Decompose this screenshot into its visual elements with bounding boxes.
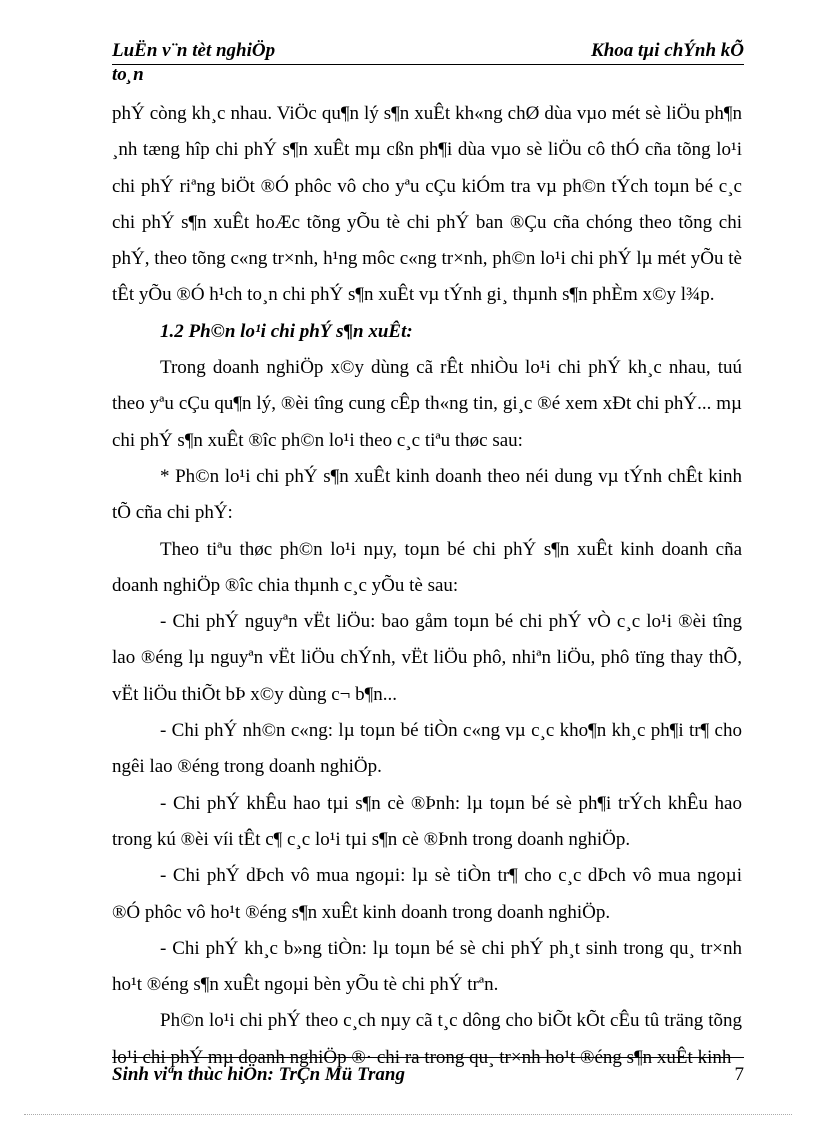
section-heading: 1.2 Ph©n lo¹i chi phÝ s¶n xuÊt: — [160, 320, 413, 342]
document-body — [112, 96, 742, 1076]
paragraph: Theo tiªu thøc ph©n lo¹i nµy, toµn bé chi phÝ s¶n xuÊt kinh doanh cña doanh nghiÖp ®îc chia thµnh c¸c yÕu tè sau: — [112, 538, 742, 596]
header-faculty: Khoa tµi chÝnh kÕ — [591, 40, 744, 61]
list-item-services: - Chi phÝ dÞch vô mua ngoµi: lµ sè tiÒn tr¶ cho c¸c dÞch vô mua ngoµi ®Ó phôc vô ho¹t ®éng s¶n xuÊt kinh doanh trong doanh nghiÖp. — [112, 865, 742, 923]
header-thesis-title: LuËn v¨n tèt nghiÖp — [112, 40, 276, 61]
footer-author: Sinh viªn thùc hiÖn: TrÇn Mü Trang — [112, 1064, 405, 1085]
paragraph: * Ph©n lo¹i chi phÝ s¶n xuÊt kinh doanh theo néi dung vµ tÝnh chÊt kinh tÕ cña chi phÝ: — [112, 465, 742, 524]
paragraph: Ph©n lo¹i chi phÝ theo c¸ch nµy cã t¸c dông cho biÕt kÕt cÊu tû träng tõng lo¹i chi phÝ mµ doanh nghiÖp ®· chi ra trong qu¸ tr×nh ho¹t ®éng s¶n xuÊt kinh — [112, 1010, 742, 1068]
header-faculty-continuation: to¸n — [112, 64, 144, 85]
page-number: 7 — [734, 1064, 744, 1085]
paragraph-continued: phÝ còng kh¸c nhau. ViÖc qu¶n lý s¶n xuÊt kh«ng chØ dùa vµo mét sè liÖu ph¶n ¸nh tæng hîp chi phÝ s¶n xuÊt mµ cßn ph¶i dùa vµo sè liÖu cô thÓ cña tõng lo¹i chi phÝ riªng biÖt ®Ó phôc vô cho yªu cÇu kiÓm tra vµ ph©n tÝch toµn bé c¸c chi phÝ s¶n xuÊt hoÆc tõng yÕu tè chi phÝ ban ®Çu cña chóng theo tõng chi phÝ, theo tõng c«ng tr×nh, h¹ng môc c«ng tr×nh, ph©n lo¹i chi phÝ lµ mét yÕu tè tÊt yÕu ®Ó h¹ch to¸n chi phÝ s¶n xuÊt vµ tÝnh gi¸ thµnh s¶n phÈm x©y l¾p. — [112, 103, 742, 306]
page-bottom-border — [24, 1114, 792, 1115]
list-item-depreciation: - Chi phÝ khÊu hao tµi s¶n cè ®Þnh: lµ toµn bé sè ph¶i trÝch khÊu hao trong kú ®èi víi tÊt c¶ c¸c lo¹i tµi s¶n cè ®Þnh trong doanh nghiÖp. — [112, 792, 742, 850]
paragraph: Trong doanh nghiÖp x©y dùng cã rÊt nhiÒu lo¹i chi phÝ kh¸c nhau, tuú theo yªu cÇu qu¶n lý, ®èi tîng cung cÊp th«ng tin, gi¸c ®é xem xÐt chi phÝ... mµ chi phÝ s¶n xuÊt ®îc ph©n lo¹i theo c¸c tiªu thøc sau: — [112, 357, 742, 451]
list-item-materials: - Chi phÝ nguyªn vËt liÖu: bao gåm toµn bé chi phÝ vÒ c¸c lo¹i ®èi tîng lao ®éng lµ nguyªn vËt liÖu chÝnh, vËt liÖu phô, nhiªn liÖu, phô tïng thay thÕ, vËt liÖu thiÕt bÞ x©y dùng c¬ b¶n... — [112, 611, 742, 705]
page-footer — [112, 1064, 744, 1086]
list-item-other-cash: - Chi phÝ kh¸c b»ng tiÒn: lµ toµn bé sè chi phÝ ph¸t sinh trong qu¸ tr×nh ho¹t ®éng s¶n xuÊt ngoµi bèn yÕu tè chi phÝ trªn. — [112, 937, 742, 996]
header-rule — [112, 64, 744, 65]
list-item-labor: - Chi phÝ nh©n c«ng: lµ toµn bé tiÒn c«ng vµ c¸c kho¶n kh¸c ph¶i tr¶ cho ngêi lao ®éng trong doanh nghiÖp. — [112, 720, 742, 778]
footer-rule — [112, 1057, 744, 1058]
